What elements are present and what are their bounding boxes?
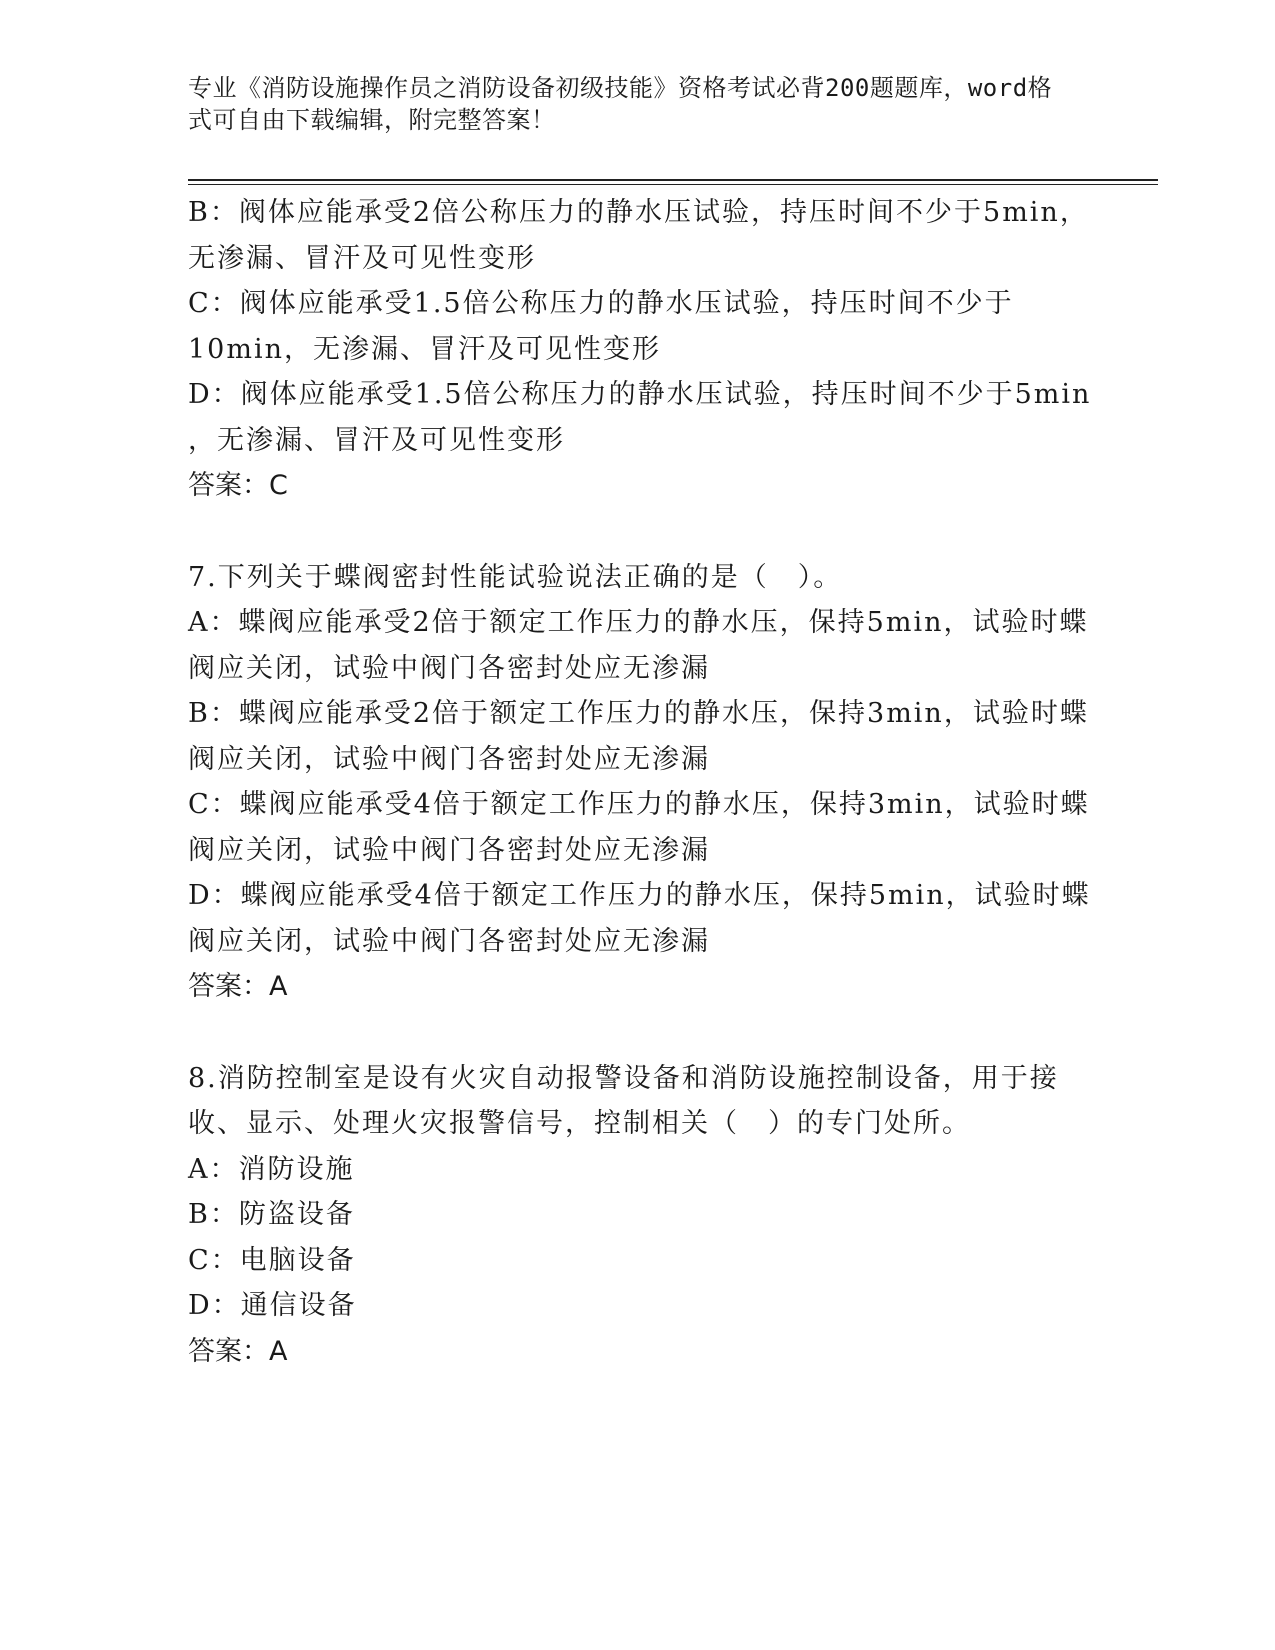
document-body (188, 190, 1108, 1374)
q6-answer: 答案：C (188, 470, 288, 501)
q6-option-b-line-1: B：阀体应能承受2倍公称压力的静水压试验，持压时间不少于5min， (188, 197, 1089, 228)
q8-question-line-1: 8.消防控制室是设有火灾自动报警设备和消防设施控制设备，用于接 (188, 1062, 1059, 1094)
q7-option-d-line-2: 阀应关闭，试验中阀门各密封处应无渗漏 (188, 925, 710, 957)
q7-option-a-line-1: A：蝶阀应能承受2倍于额定工作压力的静水压，保持5min，试验时蝶 (188, 607, 1089, 638)
header-line-2: 式可自由下载编辑，附完整答案！ (188, 106, 556, 134)
q7-option-d-line-1: D：蝶阀应能承受4倍于额定工作压力的静水压，保持5min，试验时蝶 (188, 880, 1091, 911)
question-8 (188, 1056, 1108, 1375)
q6-option-b-line-2: 无渗漏、冒汗及可见性变形 (188, 242, 536, 274)
q7-option-b-line-2: 阀应关闭，试验中阀门各密封处应无渗漏 (188, 743, 710, 775)
q6-option-c-line-1: C：阀体应能承受1.5倍公称压力的静水压试验，持压时间不少于 (188, 288, 1014, 319)
q7-option-b-line-1: B：蝶阀应能承受2倍于额定工作压力的静水压，保持3min，试验时蝶 (188, 698, 1089, 729)
q8-question-line-2: 收、显示、处理火灾报警信号，控制相关（ ）的专门处所。 (188, 1108, 971, 1139)
q7-option-a-line-2: 阀应关闭，试验中阀门各密封处应无渗漏 (188, 652, 710, 684)
header-line-1: 专业《消防设施操作员之消防设备初级技能》资格考试必背200题题库，word格 (188, 74, 1053, 102)
question-7 (188, 555, 1108, 1010)
document-header (188, 72, 1088, 136)
q7-answer: 答案：A (188, 971, 288, 1002)
q8-option-c: C：电脑设备 (188, 1244, 356, 1276)
q7-question: 7.下列关于蝶阀密封性能试验说法正确的是（ ）。 (188, 561, 843, 593)
q7-option-c-line-1: C：蝶阀应能承受4倍于额定工作压力的静水压，保持3min，试验时蝶 (188, 789, 1090, 820)
header-divider-thin (188, 184, 1158, 185)
q8-option-d: D：通信设备 (188, 1290, 357, 1321)
q6-option-d-line-1: D：阀体应能承受1.5倍公称压力的静水压试验，持压时间不少于5min (188, 379, 1092, 410)
q6-option-c-line-2: 10min，无渗漏、冒汗及可见性变形 (188, 333, 661, 365)
spacer (188, 1010, 1108, 1056)
header-divider-thick (188, 179, 1158, 181)
spacer (188, 509, 1108, 555)
question-6-continued (188, 190, 1108, 509)
q8-option-a: A：消防设施 (188, 1153, 355, 1185)
q8-answer: 答案：A (188, 1335, 288, 1367)
q7-option-c-line-2: 阀应关闭，试验中阀门各密封处应无渗漏 (188, 834, 710, 866)
q8-option-b: B：防盗设备 (188, 1199, 355, 1230)
q6-option-d-line-2: ，无渗漏、冒汗及可见性变形 (188, 424, 565, 456)
